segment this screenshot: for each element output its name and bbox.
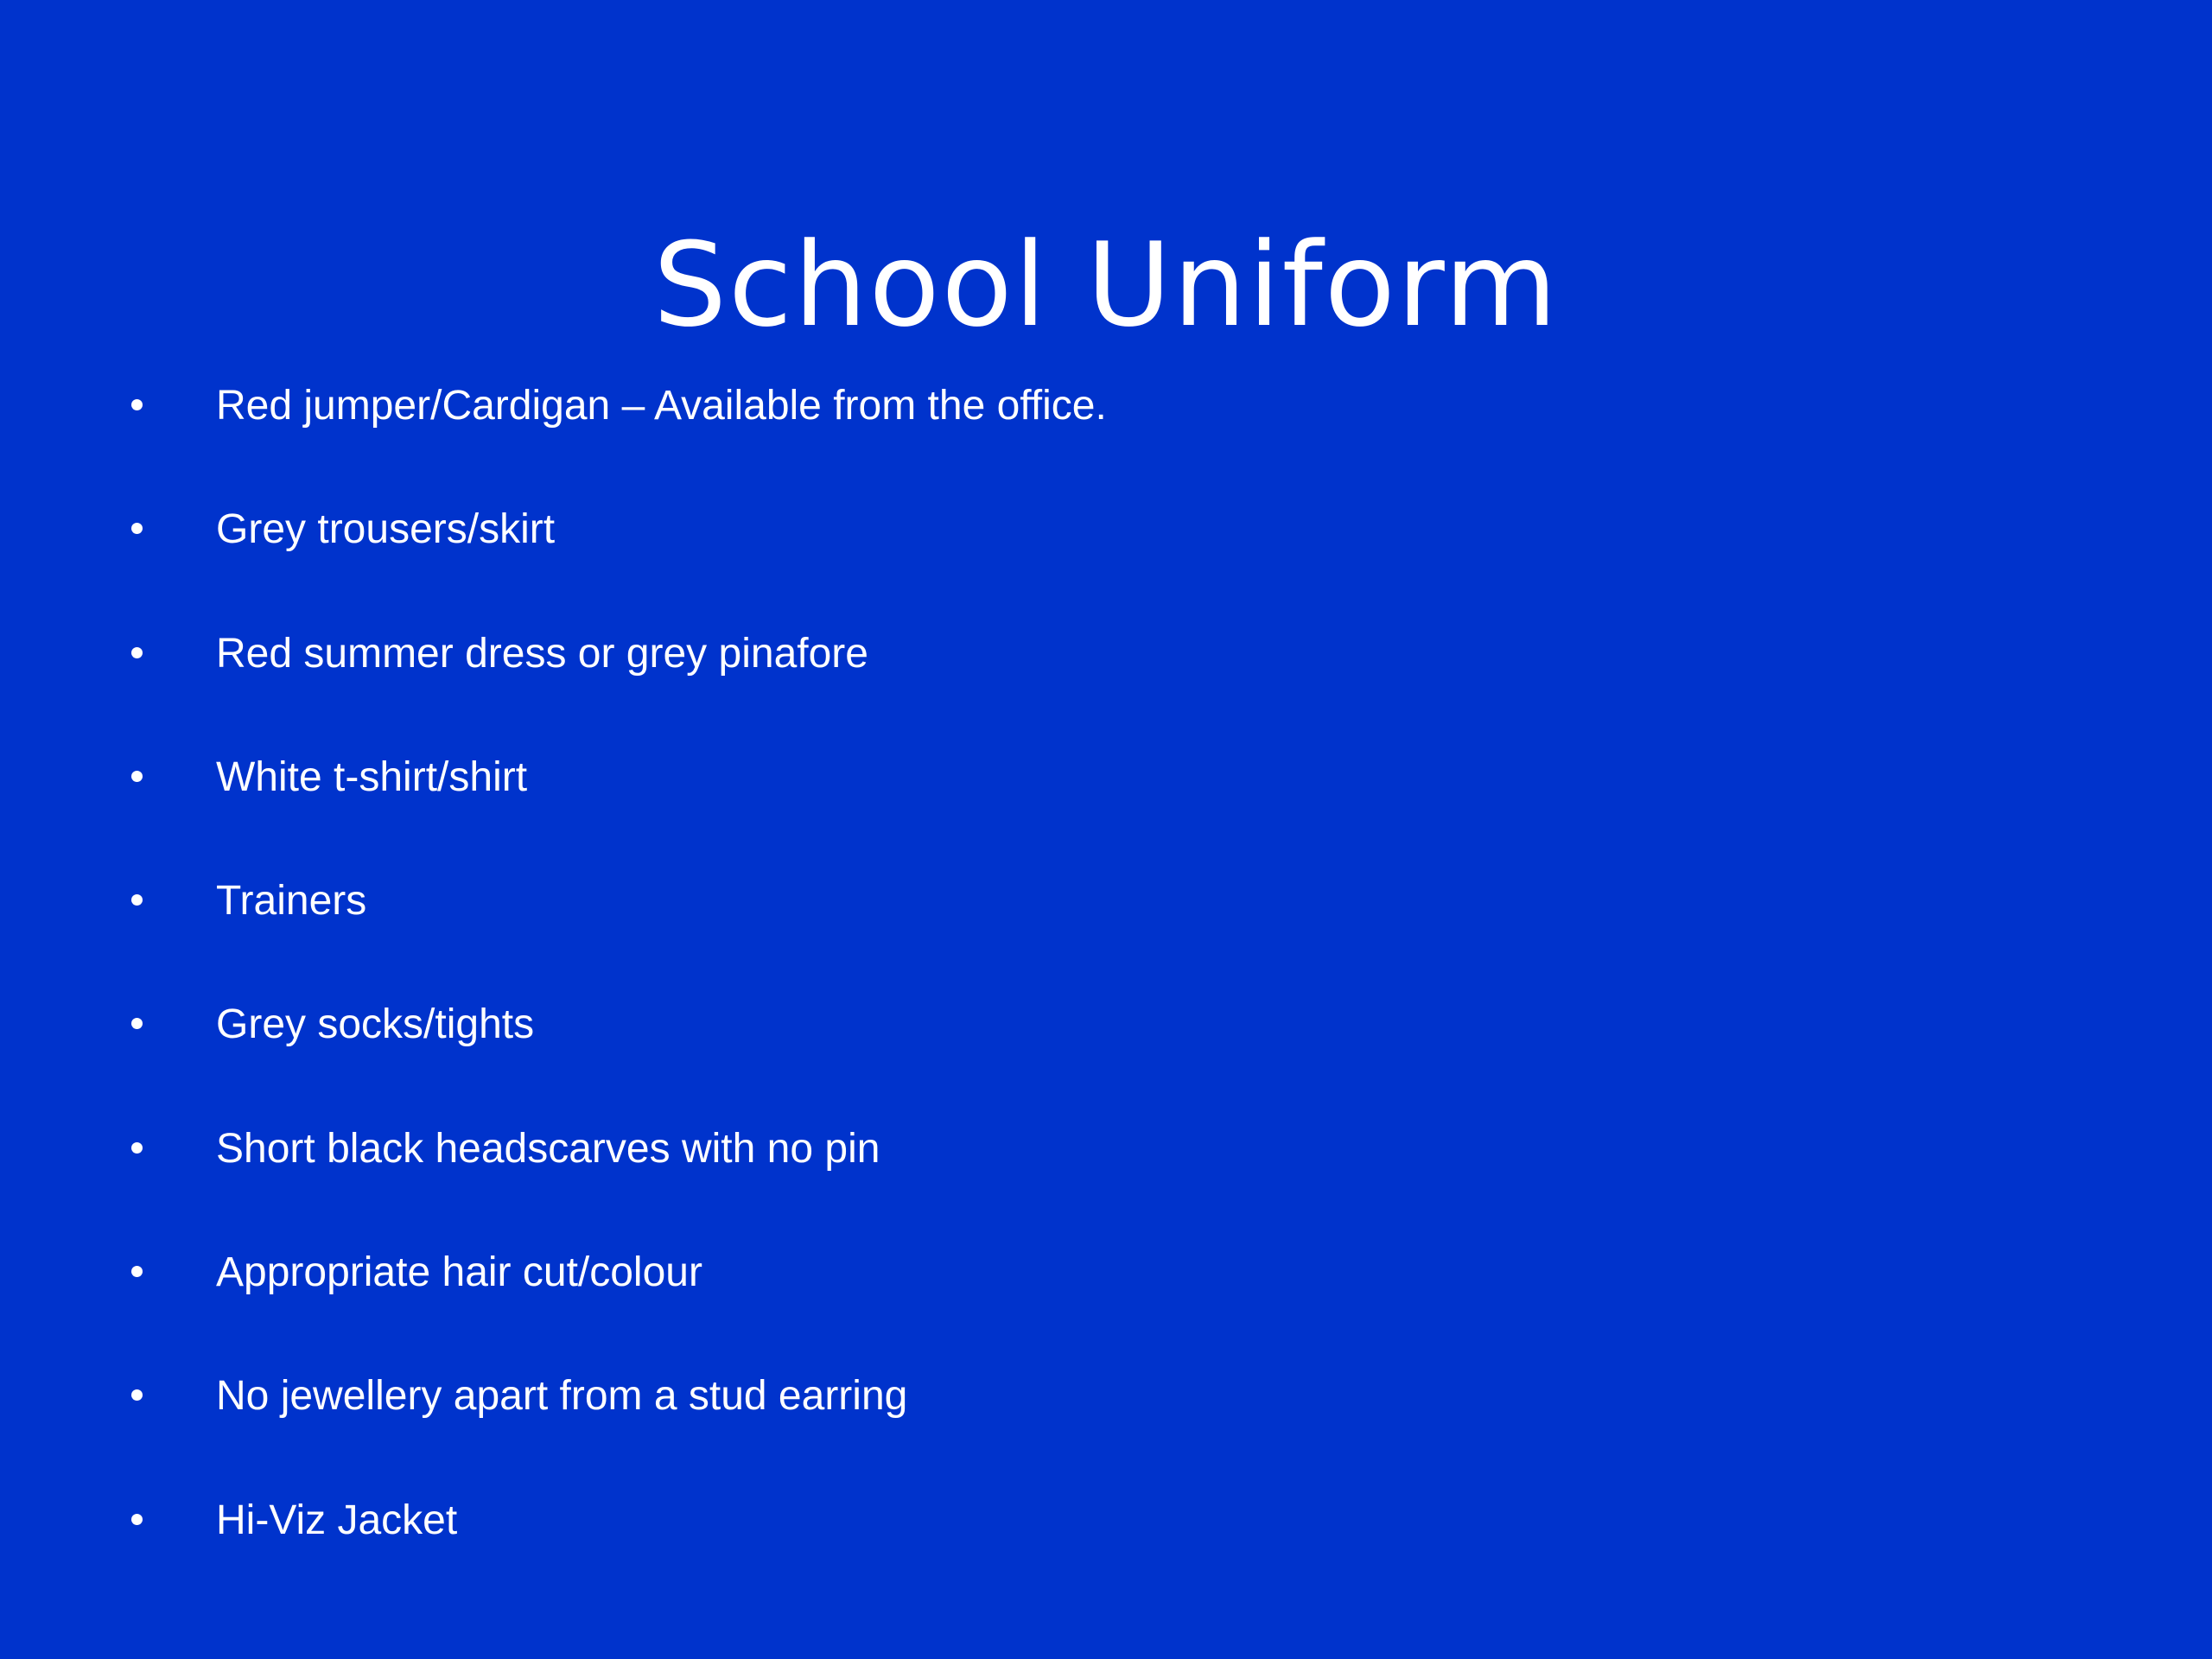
bullet-icon [131, 771, 143, 782]
list-item [0, 1372, 2212, 1496]
list-item [0, 382, 2212, 505]
list-item-text: Appropriate hair cut/colour [216, 1249, 702, 1296]
list-item [0, 505, 2212, 629]
bullet-icon [131, 399, 143, 410]
bullet-icon [131, 1514, 143, 1525]
list-item-text: Short black headscarves with no pin [216, 1125, 880, 1172]
list-item-text: Trainers [216, 878, 367, 925]
list-item-text: Red jumper/Cardigan – Available from the office. [216, 383, 1107, 429]
list-item [0, 877, 2212, 1001]
list-item-text: White t-shirt/shirt [216, 753, 528, 800]
list-item [0, 1249, 2212, 1372]
bullet-icon [131, 523, 143, 534]
list-item-text: No jewellery apart from a stud earring [216, 1373, 908, 1420]
list-item-text: Hi-Viz Jacket [216, 1497, 458, 1543]
bullet-icon [131, 1266, 143, 1277]
bullet-icon [131, 1142, 143, 1154]
bullet-icon [131, 1389, 143, 1401]
list-item-text: Red summer dress or grey pinafore [216, 630, 868, 677]
list-item [0, 1125, 2212, 1249]
list-item-text: Grey trousers/skirt [216, 506, 556, 553]
bullet-icon [131, 1018, 143, 1029]
list-item [0, 1001, 2212, 1124]
list-item [0, 753, 2212, 877]
slide-title: School Uniform [652, 217, 1560, 353]
bullet-icon [131, 894, 143, 906]
list-item [0, 1497, 2212, 1620]
list-item [0, 630, 2212, 753]
list-item-text: Grey socks/tights [216, 1001, 535, 1048]
bullet-icon [131, 647, 143, 658]
uniform-list [0, 382, 2212, 1620]
